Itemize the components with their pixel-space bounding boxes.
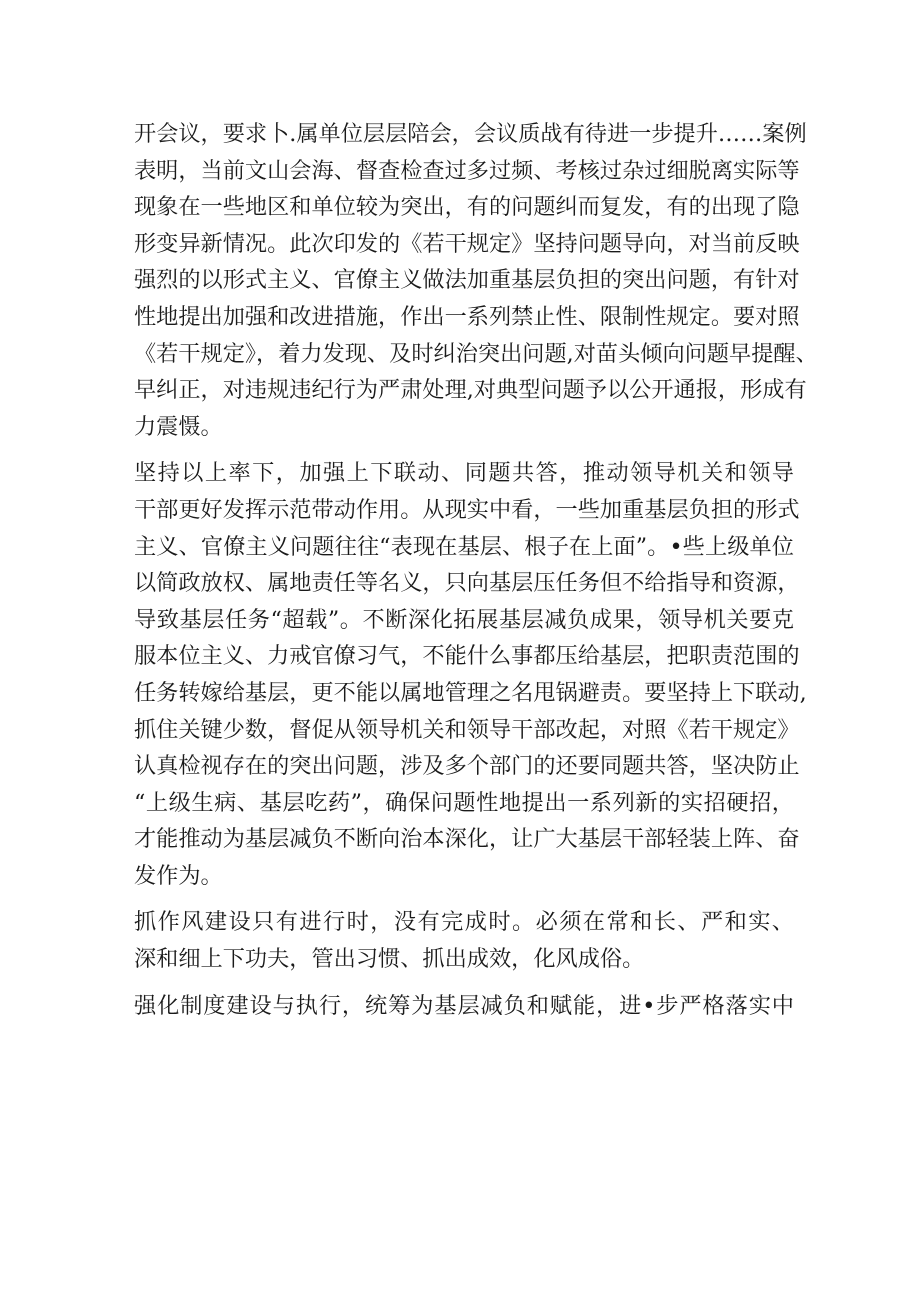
text-line: 深和细上下功夫，管出习惯、抓出成效，化风成俗。 xyxy=(134,946,645,973)
text-line: 《若干规定》，着力发现、及时纠治突出问题,对苗头倾向问题早提醒、 xyxy=(134,340,818,367)
text-line: 表明，当前文山会海、督查检查过多过频、考核过杂过细脱离实际等 xyxy=(134,157,800,184)
document-body xyxy=(134,116,818,1034)
paragraph-1 xyxy=(134,116,818,445)
text-line: 开会议，要求卜.属单位层层陪会，会议质战有待进一步提升……案例 xyxy=(134,121,807,147)
text-line: “上级生病、基层吃药”，确保问题性地提出一系列新的实招硬招， xyxy=(134,789,794,816)
text-line: 强化制度建设与执行，统筹为基层减负和赋能，进•步严格落实中 xyxy=(134,992,794,1019)
text-line: 形变异新情况。此次印发的《若干规定》坚持问题导向，对当前反映 xyxy=(134,230,800,257)
paragraph-3 xyxy=(134,904,794,977)
text-line: 才能推动为基层减负不断向治本深化，让广大基层干部轻装上阵、奋 xyxy=(134,826,800,853)
text-line: 认真检视存在的突出问题，涉及多个部门的还要同题共答，坚决防止 xyxy=(134,753,800,780)
text-line: 服本位主义、力戒官僚习气，不能什么事都压给基层，把职责范围的 xyxy=(134,643,800,670)
text-line: 导致基层任务“超载”。不断深化拓展基层减负成果，领导机关要克 xyxy=(134,606,794,633)
text-line: 坚持以上率下，加强上下联动、同题共答，推动领导机关和领导 xyxy=(134,460,794,487)
text-line: 力震慑。 xyxy=(134,413,223,440)
text-line: 早纠正，对违规违纪行为严肃处理,对典型问题予以公开通报，形成有 xyxy=(134,377,807,404)
paragraph-2 xyxy=(134,455,807,894)
text-line: 现象在一些地区和单位较为突出，有的问题纠而复发，有的出现了隐 xyxy=(134,194,800,221)
text-line: 主义、官僚主义问题往往“表现在基层、根子在上面”。•些上级单位 xyxy=(134,533,794,560)
text-line: 发作为。 xyxy=(134,862,223,889)
text-line: 性地提出加强和改进措施，作出一系列禁止性、限制性规定。要对照 xyxy=(134,303,800,330)
text-line: 强烈的以形式主义、官僚主义做法加重基层负担的突出问题，有针对 xyxy=(134,267,800,294)
text-line: 抓作风建设只有进行时，没有完成时。必须在常和长、严和实、 xyxy=(134,909,794,936)
text-line: 抓住关键少数，督促从领导机关和领导干部改起，对照《若干规定》 xyxy=(134,716,800,743)
text-line: 任务转嫁给基层，更不能以属地管理之名甩锅避责。要坚持上下联动, xyxy=(134,679,807,706)
text-line: 以简政放权、属地责任等名义，只向基层压任务但不给指导和资源， xyxy=(134,570,800,597)
paragraph-4 xyxy=(134,988,794,1025)
text-line: 干部更好发挥示范带动作用。从现实中看，一些加重基层负担的形式 xyxy=(134,496,800,523)
